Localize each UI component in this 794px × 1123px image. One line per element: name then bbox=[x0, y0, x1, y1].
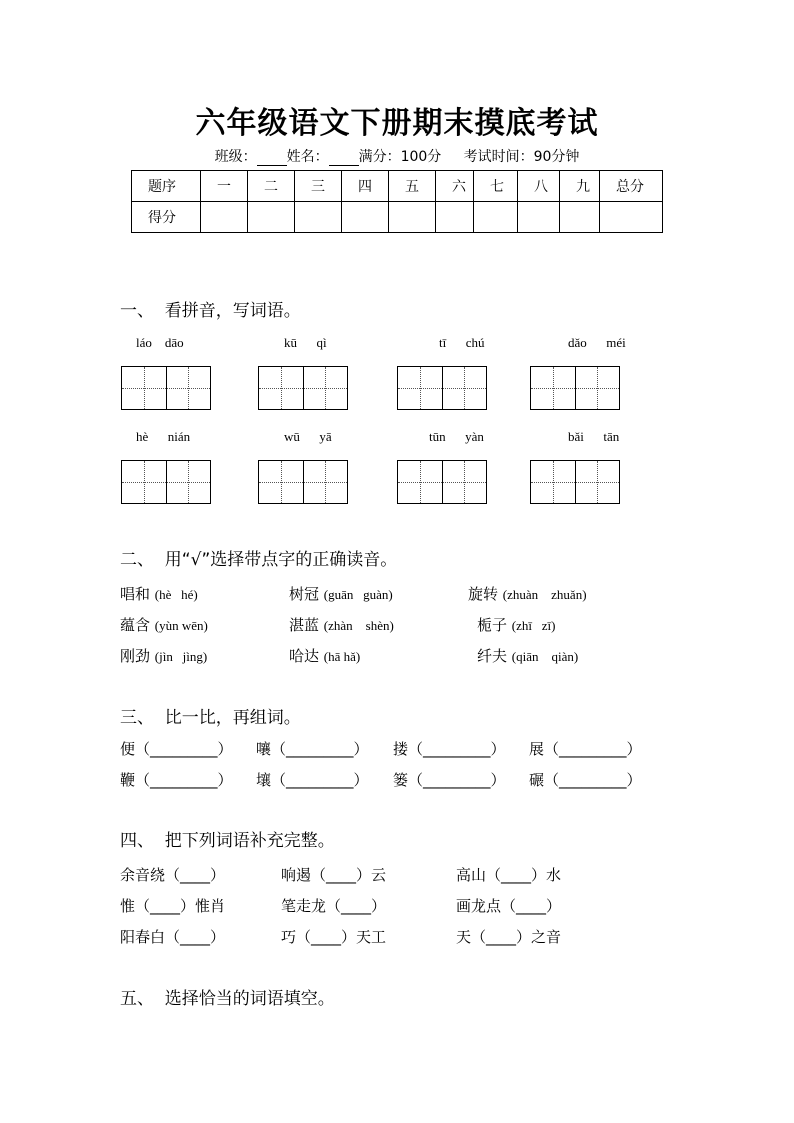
section-3-title: 三、 比一比，再组词。 bbox=[120, 708, 301, 728]
name-blank[interactable] bbox=[329, 151, 359, 166]
score-header-cell: 三 bbox=[295, 171, 342, 202]
reading-item: 唱和 (hè hé) bbox=[120, 585, 198, 603]
writing-grid[interactable] bbox=[121, 366, 211, 410]
writing-grid[interactable] bbox=[258, 366, 348, 410]
reading-item: 刚劲 (jìn jìng) bbox=[120, 647, 208, 665]
score-cell[interactable] bbox=[436, 202, 474, 233]
score-header-cell: 四 bbox=[342, 171, 389, 202]
score-header-cell: 题序 bbox=[132, 171, 201, 202]
section-5-title: 五、 选择恰当的词语填空。 bbox=[120, 989, 335, 1009]
score-cell[interactable] bbox=[600, 202, 663, 233]
score-cell[interactable] bbox=[295, 202, 342, 233]
idiom-item[interactable]: 惟（____）惟肖 bbox=[120, 897, 226, 915]
score-header-cell: 九 bbox=[560, 171, 600, 202]
score-header-cell: 五 bbox=[389, 171, 436, 202]
compare-word-item[interactable]: 篓（_________） bbox=[393, 771, 506, 789]
reading-item: 纤夫 (qiān qiàn) bbox=[477, 647, 579, 665]
reading-item: 哈达 (hā hǎ) bbox=[289, 647, 361, 665]
exam-title: 六年级语文下册期末摸底考试 bbox=[195, 106, 599, 141]
score-row-label: 得分 bbox=[132, 202, 201, 233]
compare-word-item[interactable]: 鞭（_________） bbox=[120, 771, 233, 789]
pinyin-label: tī chú bbox=[439, 335, 485, 350]
score-cell[interactable] bbox=[518, 202, 560, 233]
idiom-item[interactable]: 响遏（____）云 bbox=[281, 866, 387, 884]
writing-grid[interactable] bbox=[397, 366, 487, 410]
compare-word-item[interactable]: 展（_________） bbox=[529, 740, 642, 758]
score-header-cell: 六 bbox=[436, 171, 474, 202]
score-header-cell: 二 bbox=[248, 171, 295, 202]
pinyin-label: láo dāo bbox=[136, 335, 184, 350]
class-blank[interactable] bbox=[257, 151, 287, 166]
score-cell[interactable] bbox=[560, 202, 600, 233]
section-2-title: 二、 用“√”选择带点字的正确读音。 bbox=[120, 550, 398, 570]
pinyin-label: bǎi tān bbox=[568, 429, 620, 444]
pinyin-label: kū qì bbox=[284, 335, 327, 350]
idiom-item[interactable]: 余音绕（____） bbox=[120, 866, 226, 884]
compare-word-item[interactable]: 嚷（_________） bbox=[256, 740, 369, 758]
score-table-header-row bbox=[132, 171, 663, 202]
reading-item: 湛蓝 (zhàn shèn) bbox=[289, 616, 394, 634]
class-label: 班级： bbox=[214, 149, 257, 165]
name-label: 姓名： bbox=[286, 149, 329, 165]
writing-grid[interactable] bbox=[121, 460, 211, 504]
idiom-item[interactable]: 画龙点（____） bbox=[456, 897, 562, 915]
score-cell[interactable] bbox=[201, 202, 248, 233]
reading-item: 树冠 (guān guàn) bbox=[289, 585, 393, 603]
score-table-score-row bbox=[132, 202, 663, 233]
score-cell[interactable] bbox=[248, 202, 295, 233]
reading-item: 旋转 (zhuàn zhuǎn) bbox=[468, 585, 587, 603]
exam-info-line bbox=[0, 146, 794, 166]
idiom-item[interactable]: 高山（____）水 bbox=[456, 866, 562, 884]
score-cell[interactable] bbox=[474, 202, 518, 233]
writing-grid[interactable] bbox=[530, 460, 620, 504]
compare-word-item[interactable]: 壤（_________） bbox=[256, 771, 369, 789]
idiom-item[interactable]: 巧（____）天工 bbox=[281, 928, 387, 946]
exam-time: 考试时间：90分钟 bbox=[463, 149, 580, 165]
reading-item: 蕴含 (yùn wēn) bbox=[120, 616, 208, 634]
idiom-item[interactable]: 天（____）之音 bbox=[456, 928, 562, 946]
compare-word-item[interactable]: 碾（_________） bbox=[529, 771, 642, 789]
section-4-title: 四、 把下列词语补充完整。 bbox=[120, 831, 335, 851]
idiom-item[interactable]: 阳春白（____） bbox=[120, 928, 226, 946]
score-header-cell: 一 bbox=[201, 171, 248, 202]
score-header-cell: 八 bbox=[518, 171, 560, 202]
score-cell[interactable] bbox=[389, 202, 436, 233]
pinyin-label: tūn yàn bbox=[429, 429, 484, 444]
idiom-item[interactable]: 笔走龙（____） bbox=[281, 897, 387, 915]
score-header-cell: 七 bbox=[474, 171, 518, 202]
compare-word-item[interactable]: 搂（_________） bbox=[393, 740, 506, 758]
full-score: 满分：100分 bbox=[358, 149, 442, 165]
score-table bbox=[131, 170, 663, 233]
compare-word-item[interactable]: 便（_________） bbox=[120, 740, 233, 758]
section-1-title: 一、 看拼音，写词语。 bbox=[120, 301, 301, 321]
writing-grid[interactable] bbox=[530, 366, 620, 410]
pinyin-label: hè nián bbox=[136, 429, 191, 444]
pinyin-label: dǎo méi bbox=[568, 335, 626, 350]
writing-grid[interactable] bbox=[258, 460, 348, 504]
pinyin-label: wū yā bbox=[284, 429, 332, 444]
score-cell[interactable] bbox=[342, 202, 389, 233]
score-header-cell: 总分 bbox=[600, 171, 663, 202]
reading-item: 栀子 (zhī zī) bbox=[477, 616, 556, 634]
writing-grid[interactable] bbox=[397, 460, 487, 504]
